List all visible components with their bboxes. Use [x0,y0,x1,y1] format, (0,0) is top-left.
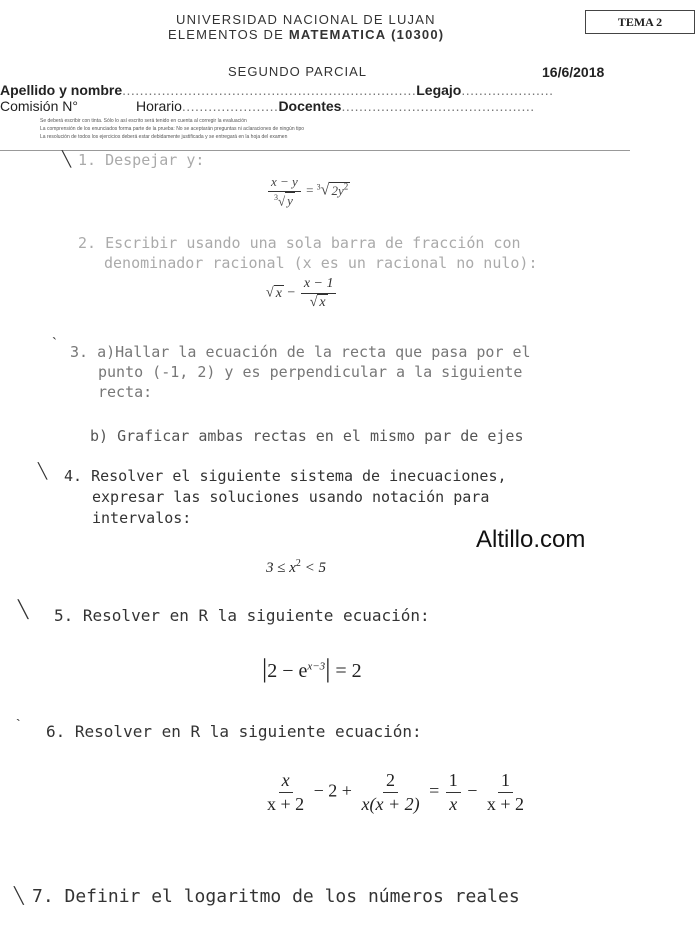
field-comision: Comisión N° Horario......................Docentes............................................ [0,98,535,114]
course-title: ELEMENTOS DE MATEMATICA (10300) [168,27,445,42]
question-2-line-1: 2. Escribir usando una sola barra de fracción con [78,234,521,252]
check-mark-icon: ` [52,335,57,352]
question-3-line-2: punto (-1, 2) y es perpendicular a la siguiente [98,363,523,381]
check-mark-icon: ╲ [14,888,24,905]
check-mark-icon: ` [16,716,21,732]
tema-badge: TEMA 2 [585,10,695,34]
exam-title: SEGUNDO PARCIAL [228,64,368,79]
question-3-line-1: 3. a)Hallar la ecuación de la recta que pasa por el [70,343,531,361]
question-4-line-3: intervalos: [92,509,192,527]
question-7: 7. Definir el logaritmo de los números reales [32,886,520,907]
question-3-line-3: recta: [98,383,153,401]
equation-5: $|2 - e^{x-3}| = 2$ [262,654,362,683]
equation-4: $3 \le x^2 < 5$ [266,558,327,576]
question-5: 5. Resolver en R la siguiente ecuación: [54,606,430,625]
check-mark-icon: ╲ [62,151,72,168]
question-3b: b) Graficar ambas rectas en el mismo par de ejes [90,427,524,445]
instruction-line: La resolución de todos los ejercicios deberá estar debidamente justificada y se entregará en la hoja del examen [40,134,288,140]
equation-6: $\frac{x}{x + 2}$ − 2 + $\frac{2}{x(x + 2)}$ = $\frac{1}{x}$ − $\frac{1}{x + 2}$ [267,770,525,814]
equation-1: $\frac{x - y}{^3√ y}$ = $^3$√ $2y^2$ [266,174,350,209]
check-mark-icon: ╲ [18,600,29,619]
instructions [40,117,600,141]
question-4-line-2: expresar las soluciones usando notación para [92,488,490,506]
instruction-line: La comprensión de los enunciados forma parte de la prueba: No se aceptarán preguntas ni aclaraciones de ningún tipo [40,126,305,132]
watermark-text: Altillo.com [476,526,586,553]
field-apellido: Apellido y nombre...................................................................Legajo..................... [0,82,554,98]
instruction-line: Se deberá escribir con tinta. Sólo lo así escrito será tenido en cuenta al corregir la evaluación [40,118,247,124]
question-1: 1. Despejar y: [78,151,205,169]
exam-date: 16/6/2018 [542,64,605,80]
equation-2: √ x − $\frac{x - 1}{√ x}$ [266,276,338,311]
question-2-line-2: denominador racional (x es un racional no nulo): [104,254,538,272]
university-name: UNIVERSIDAD NACIONAL DE LUJAN ELEMENTOS DE MATEMATICA (10300) [168,12,445,42]
question-4-line-1: 4. Resolver el siguiente sistema de inecuaciones, [64,467,507,485]
question-6: 6. Resolver en R la siguiente ecuación: [46,722,422,741]
check-mark-icon: ╲ [38,463,48,480]
